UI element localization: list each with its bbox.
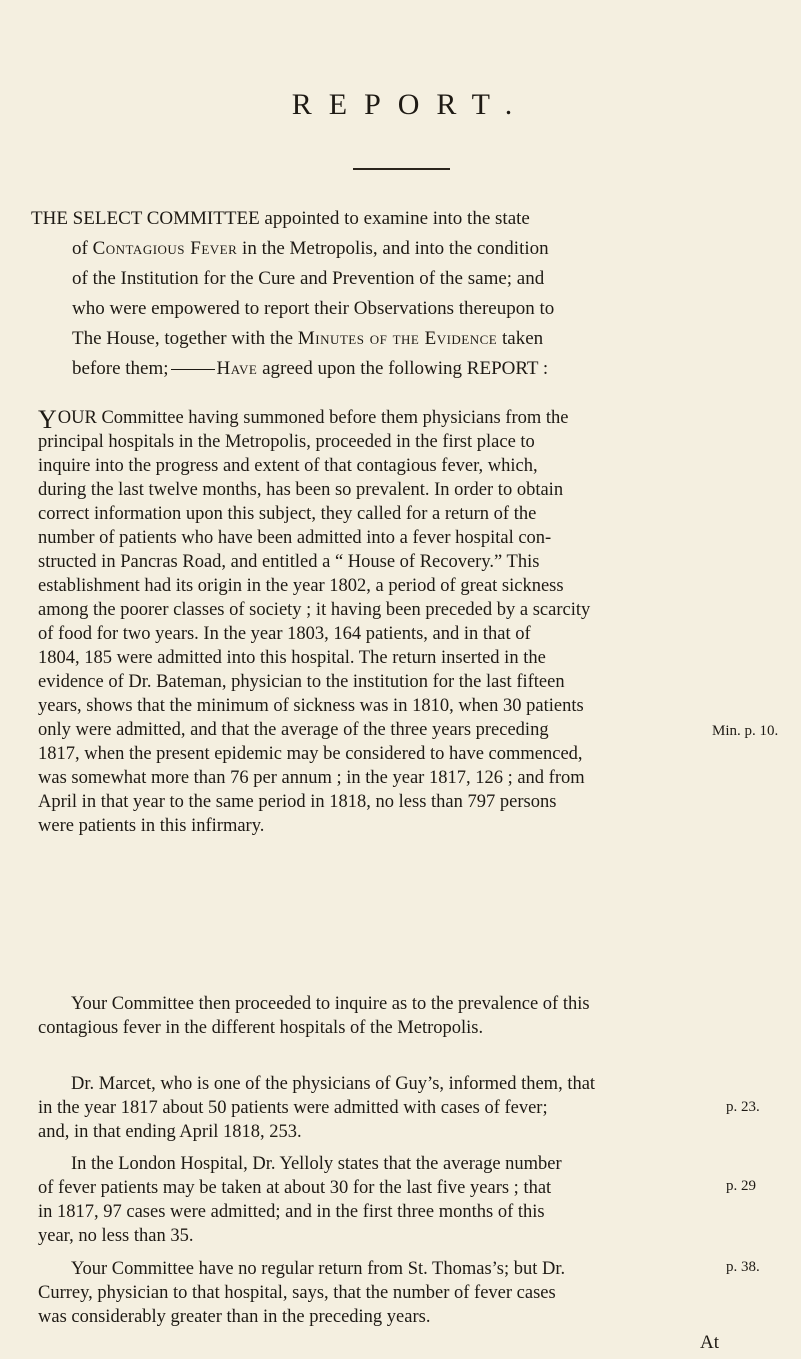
preamble-line: of Contagious Fever in the Metropolis, and into the condition (72, 238, 549, 259)
text-line: principal hospitals in the Metropolis, proceeded in the first place to (38, 432, 535, 452)
drop-cap: Y (38, 405, 57, 434)
text-line: in 1817, 97 cases were admitted; and in the first three months of this (38, 1202, 545, 1222)
text-line: of fever patients may be taken at about 30 for the last five years ; that (38, 1178, 552, 1198)
preamble (31, 204, 692, 384)
preamble-line: of the Institution for the Cure and Prevention of the same; and (72, 268, 545, 289)
text-line: 1804, 185 were admitted into this hospital. The return inserted in the (38, 648, 546, 668)
catchword: At (700, 1332, 719, 1353)
preamble-line: before them; Have agreed upon the following REPORT : (72, 358, 549, 379)
margin-note-min-p10: Min. p. 10. (712, 723, 779, 739)
margin-note-p29: p. 29 (726, 1178, 756, 1194)
text-line: only were admitted, and that the average of the three years preceding (38, 720, 549, 740)
text-line: Your Committee then proceeded to inquire as to the prevalence of this (71, 994, 590, 1014)
text-line: were patients in this infirmary. (38, 816, 265, 836)
text-line: years, shows that the minimum of sickness was in 1810, when 30 patients (38, 696, 584, 716)
text-line: in the year 1817 about 50 patients were admitted with cases of fever; (38, 1098, 548, 1118)
text-line: evidence of Dr. Bateman, physician to the institution for the last fifteen (38, 672, 565, 692)
text-line: establishment had its origin in the year 1802, a period of great sickness (38, 576, 564, 596)
em-dash-rule (171, 369, 215, 370)
preamble-line: The House, together with the Minutes of the Evidence taken (72, 328, 544, 349)
paragraph-3 (38, 1072, 710, 1144)
text-line: inquire into the progress and extent of that contagious fever, which, (38, 456, 538, 476)
text-line: and, in that ending April 1818, 253. (38, 1122, 302, 1142)
text-line: year, no less than 35. (38, 1226, 194, 1246)
text-line: 1817, when the present epidemic may be considered to have commenced, (38, 744, 583, 764)
margin-note-p23: p. 23. (726, 1099, 760, 1115)
text-line: Currey, physician to that hospital, says, that the number of fever cases (38, 1283, 556, 1303)
preamble-line: who were empowered to report their Observations thereupon to (72, 298, 555, 319)
text-line: during the last twelve months, has been so prevalent. In order to obtain (38, 480, 564, 500)
text-line: correct information upon this subject, they called for a return of the (38, 504, 537, 524)
text-line: contagious fever in the different hospitals of the Metropolis. (38, 1018, 484, 1038)
page-title: REPORT. (291, 88, 530, 121)
text-line: April in that year to the same period in 1818, no less than 797 persons (38, 792, 557, 812)
paragraph-1 (38, 406, 710, 838)
text-line: structed in Pancras Road, and entitled a “ House of Recovery.” This (38, 552, 540, 572)
text-line: of food for two years. In the year 1803, 164 patients, and in that of (38, 624, 531, 644)
paragraph-4 (38, 1152, 710, 1248)
margin-note-p38: p. 38. (726, 1259, 760, 1275)
text-line: was somewhat more than 76 per annum ; in the year 1817, 126 ; and from (38, 768, 585, 788)
title-rule (353, 168, 450, 170)
text-line: number of patients who have been admitted into a fever hospital con- (38, 528, 552, 548)
paragraph-2 (38, 992, 710, 1040)
text-line: Dr. Marcet, who is one of the physicians of Guy’s, informed them, that (71, 1074, 596, 1094)
text-line: In the London Hospital, Dr. Yelloly states that the average number (71, 1154, 562, 1174)
text-line: OUR Committee having summoned before them physicians from the (57, 408, 569, 428)
text-line: Your Committee have no regular return from St. Thomas’s; but Dr. (71, 1259, 566, 1279)
paragraph-5 (38, 1257, 710, 1329)
text-line: among the poorer classes of society ; it having been preceded by a scarcity (38, 600, 591, 620)
text-line: was considerably greater than in the preceding years. (38, 1307, 431, 1327)
preamble-line: THE SELECT COMMITTEE appointed to examine into the state (31, 208, 530, 229)
